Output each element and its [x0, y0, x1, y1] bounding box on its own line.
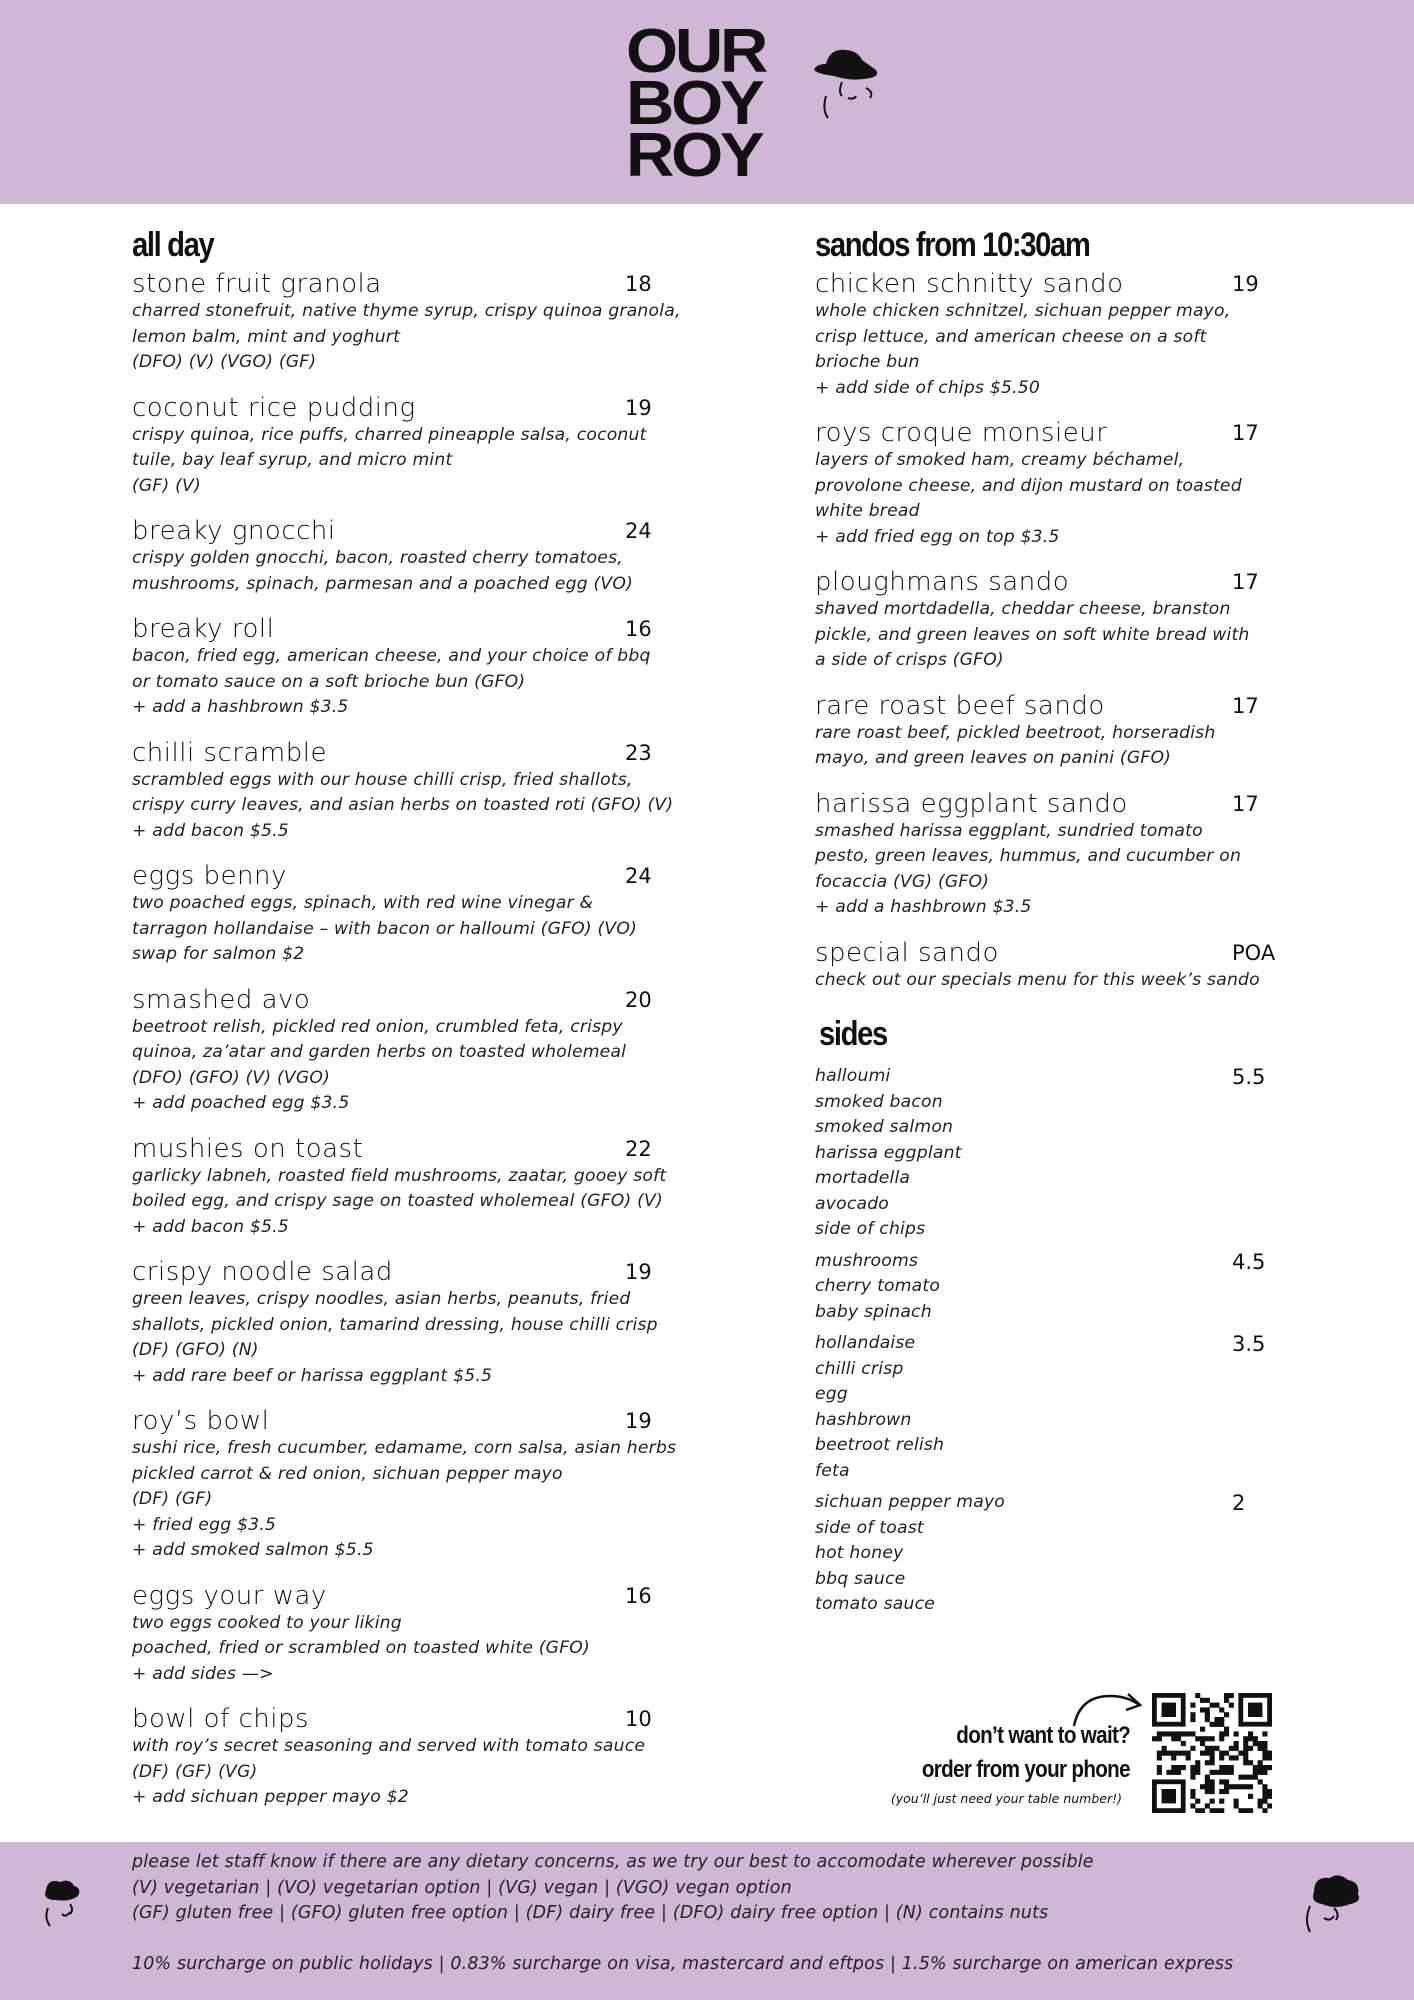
- menu-item-name: eggs benny: [132, 861, 287, 891]
- side-item: sichuan pepper mayo: [815, 1492, 1006, 1512]
- menu-item-roys-croque-monsieur: [815, 418, 1295, 550]
- menu-item-bowl-of-chips: [132, 1704, 692, 1811]
- description-line: + add sides —>: [132, 1663, 274, 1684]
- menu-item-price: 16: [625, 1583, 652, 1608]
- description-line: focaccia (VG) (GFO): [815, 871, 990, 892]
- menu-item-description: [132, 546, 692, 597]
- menu-item-description: [132, 1164, 692, 1241]
- menu-item-roy-s-bowl: [132, 1406, 692, 1564]
- sandos-list: [815, 269, 1295, 993]
- footer-line: (GF) gluten free | (GFO) gluten free option | (DF) dairy free | (DFO) dairy free option | (N) contains nuts: [132, 1903, 1049, 1923]
- description-line: mayo, and green leaves on panini (GFO): [815, 748, 1172, 768]
- menu-item-eggs-benny: [132, 861, 692, 968]
- menu-item-chilli-scramble: [132, 738, 692, 845]
- side-item: smoked salmon: [815, 1117, 954, 1137]
- side-item: beetroot relish: [815, 1435, 945, 1455]
- description-line: + add smoked salmon $5.5: [132, 1540, 374, 1560]
- menu-item-description: [815, 299, 1295, 401]
- side-item: chilli crisp: [815, 1358, 904, 1379]
- menu-item-price: 16: [625, 617, 652, 641]
- side-item: cherry tomato: [815, 1276, 941, 1296]
- menu-item-price: 18: [625, 272, 652, 296]
- sides-group-items: [815, 1249, 1295, 1326]
- menu-item-name: bowl of chips: [132, 1704, 310, 1734]
- description-line: (DFO) (GFO) (V) (VGO): [132, 1067, 330, 1088]
- sides-group-items: [815, 1064, 1295, 1243]
- description-line: + add fried egg on top $3.5: [815, 526, 1060, 547]
- description-line: with roy’s secret seasoning and served with tomato sauce: [132, 1736, 646, 1756]
- menu-item-name: smashed avo: [132, 984, 311, 1015]
- side-item: hot honey: [815, 1543, 904, 1563]
- menu-item-smashed-avo: [132, 985, 692, 1117]
- description-line: + add side of chips $5.50: [815, 377, 1041, 398]
- menu-item-description: [132, 423, 692, 500]
- section-title-sides: sides: [819, 1015, 887, 1053]
- description-line: + add bacon $5.5: [132, 820, 289, 841]
- description-line: crisp lettuce, and american cheese on a soft: [815, 326, 1207, 347]
- description-line: (DF) (GF): [132, 1489, 213, 1509]
- menu-item-eggs-your-way: [132, 1581, 692, 1688]
- description-line: green leaves, crispy noodles, asian herbs, peanuts, fried: [132, 1289, 631, 1309]
- menu-item-description: [132, 1611, 692, 1688]
- menu-item-description: [815, 448, 1295, 550]
- menu-item-name: coconut rice pudding: [132, 392, 416, 423]
- menu-item-name: ploughmans sando: [815, 567, 1070, 597]
- description-line: provolone cheese, and dijon mustard on toasted: [815, 475, 1242, 496]
- side-item: mushrooms: [815, 1250, 919, 1271]
- side-item: smoked bacon: [815, 1091, 943, 1112]
- all-day-list: [132, 269, 692, 1811]
- sides-group-price: 2: [1232, 1491, 1246, 1515]
- menu-item-name: roys croque monsieur: [815, 418, 1108, 448]
- description-line: + fried egg $3.5: [132, 1514, 277, 1535]
- description-line: lemon balm, mint and yoghurt: [132, 326, 401, 347]
- menu-item-name: harissa eggplant sando: [815, 788, 1128, 819]
- side-item: egg: [815, 1384, 848, 1404]
- menu-item-description: [132, 1287, 692, 1389]
- section-title-all-day: all day: [132, 226, 214, 264]
- hat-face-icon: [812, 44, 888, 128]
- description-line: quinoa, za’atar and garden herbs on toasted wholemeal: [132, 1042, 627, 1062]
- description-line: poached, fried or scrambled on toasted white (GFO): [132, 1638, 590, 1658]
- section-title-sandos: sandos from 10:30am: [815, 226, 1090, 264]
- description-line: check out our specials menu for this week’s sando: [815, 969, 1260, 990]
- menu-item-name: special sando: [815, 937, 999, 968]
- description-line: + add rare beef or harissa eggplant $5.5: [132, 1365, 493, 1386]
- menu-item-name: breaky gnocchi: [132, 516, 336, 546]
- description-line: whole chicken schnitzel, sichuan pepper mayo,: [815, 301, 1231, 321]
- menu-item-name: roy’s bowl: [132, 1406, 270, 1436]
- description-line: + add a hashbrown $3.5: [815, 897, 1032, 917]
- menu-item-name: chicken schnitty sando: [815, 269, 1124, 299]
- menu-item-price: 17: [1232, 570, 1259, 594]
- description-line: crispy golden gnocchi, bacon, roasted cherry tomatoes,: [132, 548, 623, 568]
- menu-item-price: 17: [1232, 421, 1259, 445]
- footer-band: [0, 1842, 1414, 2000]
- menu-item-name: rare roast beef sando: [815, 690, 1105, 721]
- description-line: or tomato sauce on a soft brioche bun (GFO): [132, 671, 526, 692]
- menu-item-description: [132, 644, 692, 721]
- description-line: crispy curry leaves, and asian herbs on toasted roti (GFO) (V): [132, 795, 674, 815]
- menu-item-description: [132, 768, 692, 845]
- side-item: side of toast: [815, 1517, 924, 1538]
- description-line: a side of crisps (GFO): [815, 650, 1004, 670]
- menu-item-price: 19: [625, 1260, 652, 1284]
- menu-item-harissa-eggplant-sando: [815, 789, 1295, 921]
- surcharge-line: 10% surcharge on public holidays | 0.83% surcharge on visa, mastercard and eftpos | 1.5% surcharge on american express: [132, 1953, 1234, 1974]
- menu-item-description: [132, 1015, 692, 1117]
- menu-item-crispy-noodle-salad: [132, 1257, 692, 1389]
- description-line: + add sichuan pepper mayo $2: [132, 1787, 409, 1807]
- description-line: mushrooms, spinach, parmesan and a poached egg (VO): [132, 573, 634, 594]
- menu-item-breaky-gnocchi: [132, 516, 692, 597]
- menu-item-price: 17: [1232, 693, 1259, 718]
- description-line: scrambled eggs with our house chilli crisp, fried shallots,: [132, 769, 633, 790]
- description-line: brioche bun: [815, 352, 920, 372]
- menu-item-description: [132, 299, 692, 376]
- mascot-face-icon: [1300, 1872, 1364, 1948]
- dietary-notes: [132, 1850, 1233, 1977]
- footer-line: please let staff know if there are any dietary concerns, as we try our best to accomodate wherever possible: [132, 1852, 1094, 1872]
- menu-item-rare-roast-beef-sando: [815, 691, 1295, 772]
- description-line: two eggs cooked to your liking: [132, 1612, 402, 1633]
- side-item: side of chips: [815, 1219, 926, 1239]
- description-line: boiled egg, and crispy sage on toasted wholemeal (GFO) (V): [132, 1191, 663, 1211]
- menu-item-price: 17: [1232, 791, 1259, 816]
- footer-line: (V) vegetarian | (VO) vegetarian option | (VG) vegan | (VGO) vegan option: [132, 1877, 792, 1898]
- sides-group: [815, 1490, 1295, 1618]
- mascot-face-icon: [40, 1878, 84, 1938]
- side-item: bbq sauce: [815, 1568, 906, 1589]
- sides-group: [815, 1249, 1295, 1326]
- description-line: smashed harissa eggplant, sundried tomato: [815, 820, 1203, 841]
- side-item: halloumi: [815, 1066, 891, 1086]
- side-item: avocado: [815, 1193, 890, 1214]
- description-line: shaved mortdadella, cheddar cheese, branston: [815, 599, 1231, 619]
- menu-item-description: [815, 597, 1295, 674]
- sides-group-items: [815, 1331, 1295, 1484]
- order-note: (you’ll just need your table number!): [890, 1791, 1122, 1806]
- side-item: mortadella: [815, 1168, 911, 1188]
- description-line: two poached eggs, spinach, with red wine vinegar &: [132, 893, 594, 913]
- description-line: white bread: [815, 501, 920, 521]
- brand-line: BOY: [626, 69, 762, 138]
- brand-line: ROY: [626, 121, 762, 190]
- side-item: hollandaise: [815, 1333, 916, 1353]
- menu-item-description: [132, 891, 692, 968]
- description-line: pickled carrot & red onion, sichuan pepper mayo: [132, 1463, 563, 1484]
- menu-item-name: stone fruit granola: [132, 269, 382, 299]
- qr-code-icon[interactable]: [1152, 1693, 1272, 1813]
- menu-item-ploughmans-sando: [815, 567, 1295, 674]
- menu-item-price: 22: [625, 1136, 652, 1161]
- order-heading: don’t want to wait?: [956, 1722, 1130, 1749]
- header-band: [0, 0, 1414, 204]
- menu-item-breaky-roll: [132, 614, 692, 721]
- sides-group: [815, 1331, 1295, 1484]
- description-line: charred stonefruit, native thyme syrup, crispy quinoa granola,: [132, 301, 681, 321]
- menu-item-name: breaky roll: [132, 614, 275, 644]
- description-line: + add a hashbrown $3.5: [132, 697, 349, 717]
- menu-item-description: [132, 1436, 692, 1564]
- sides-group-price: 4.5: [1232, 1249, 1266, 1274]
- menu-item-description: [815, 819, 1295, 921]
- menu-item-name: crispy noodle salad: [132, 1257, 393, 1287]
- description-line: (DFO) (V) (VGO) (GF): [132, 352, 317, 372]
- description-line: (DF) (GFO) (N): [132, 1340, 259, 1360]
- description-line: pesto, green leaves, hummus, and cucumber on: [815, 846, 1242, 866]
- sandos-section: [815, 226, 1295, 1624]
- description-line: layers of smoked ham, creamy béchamel,: [815, 450, 1185, 470]
- sides-group-items: [815, 1490, 1295, 1618]
- menu-item-price: 24: [625, 864, 652, 888]
- order-subheading: order from your phone: [921, 1756, 1130, 1783]
- menu-item-price: 19: [1232, 272, 1259, 296]
- description-line: garlicky labneh, roasted field mushrooms, zaatar, gooey soft: [132, 1165, 667, 1186]
- description-line: sushi rice, fresh cucumber, edamame, corn salsa, asian herbs: [132, 1438, 677, 1458]
- description-line: + add poached egg $3.5: [132, 1093, 350, 1113]
- menu-item-price: 19: [625, 395, 652, 420]
- menu-item-description: [132, 1734, 692, 1811]
- brand-logo: [626, 17, 812, 190]
- all-day-section: [132, 226, 692, 1828]
- menu-item-description: [815, 968, 1295, 994]
- description-line: pickle, and green leaves on soft white bread with: [815, 624, 1250, 645]
- description-line: (GF) (V): [132, 475, 201, 496]
- description-line: rare roast beef, pickled beetroot, horseradish: [815, 722, 1216, 743]
- sides-list: [815, 1064, 1295, 1618]
- menu-item-description: [815, 721, 1295, 772]
- brand-line: OUR: [626, 17, 766, 86]
- description-line: swap for salmon $2: [132, 944, 305, 964]
- menu-item-special-sando: [815, 938, 1295, 994]
- menu-item-price: POA: [1232, 940, 1276, 965]
- description-line: bacon, fried egg, american cheese, and your choice of bbq: [132, 646, 651, 666]
- description-line: (DF) (GF) (VG): [132, 1761, 258, 1782]
- menu-item-price: 10: [625, 1707, 652, 1731]
- sides-group-price: 3.5: [1232, 1332, 1266, 1356]
- menu-item-price: 23: [625, 740, 652, 765]
- side-item: tomato sauce: [815, 1594, 936, 1614]
- description-line: crispy quinoa, rice puffs, charred pineapple salsa, coconut: [132, 424, 647, 445]
- menu-item-chicken-schnitty-sando: [815, 269, 1295, 401]
- menu-item-name: eggs your way: [132, 1580, 327, 1611]
- description-line: shallots, pickled onion, tamarind dressing, house chilli crisp: [132, 1314, 658, 1335]
- menu-item-price: 19: [625, 1409, 652, 1433]
- menu-item-price: 24: [625, 519, 652, 543]
- description-line: tarragon hollandaise – with bacon or halloumi (GFO) (VO): [132, 918, 637, 939]
- menu-item-mushies-on-toast: [132, 1134, 692, 1241]
- menu-item-name: mushies on toast: [132, 1133, 364, 1164]
- description-line: tuile, bay leaf syrup, and micro mint: [132, 450, 453, 470]
- sides-group-price: 5.5: [1232, 1065, 1266, 1089]
- description-line: + add bacon $5.5: [132, 1216, 289, 1237]
- sides-group: [815, 1064, 1295, 1243]
- menu-item-stone-fruit-granola: [132, 269, 692, 376]
- side-item: baby spinach: [815, 1301, 932, 1322]
- menu-item-price: 20: [625, 987, 652, 1012]
- menu-item-name: chilli scramble: [132, 737, 327, 768]
- side-item: feta: [815, 1460, 850, 1481]
- menu-item-coconut-rice-pudding: [132, 393, 692, 500]
- side-item: harissa eggplant: [815, 1142, 962, 1163]
- order-from-phone: [880, 1690, 1280, 1820]
- description-line: beetroot relish, pickled red onion, crumbled feta, crispy: [132, 1016, 623, 1037]
- side-item: hashbrown: [815, 1409, 912, 1430]
